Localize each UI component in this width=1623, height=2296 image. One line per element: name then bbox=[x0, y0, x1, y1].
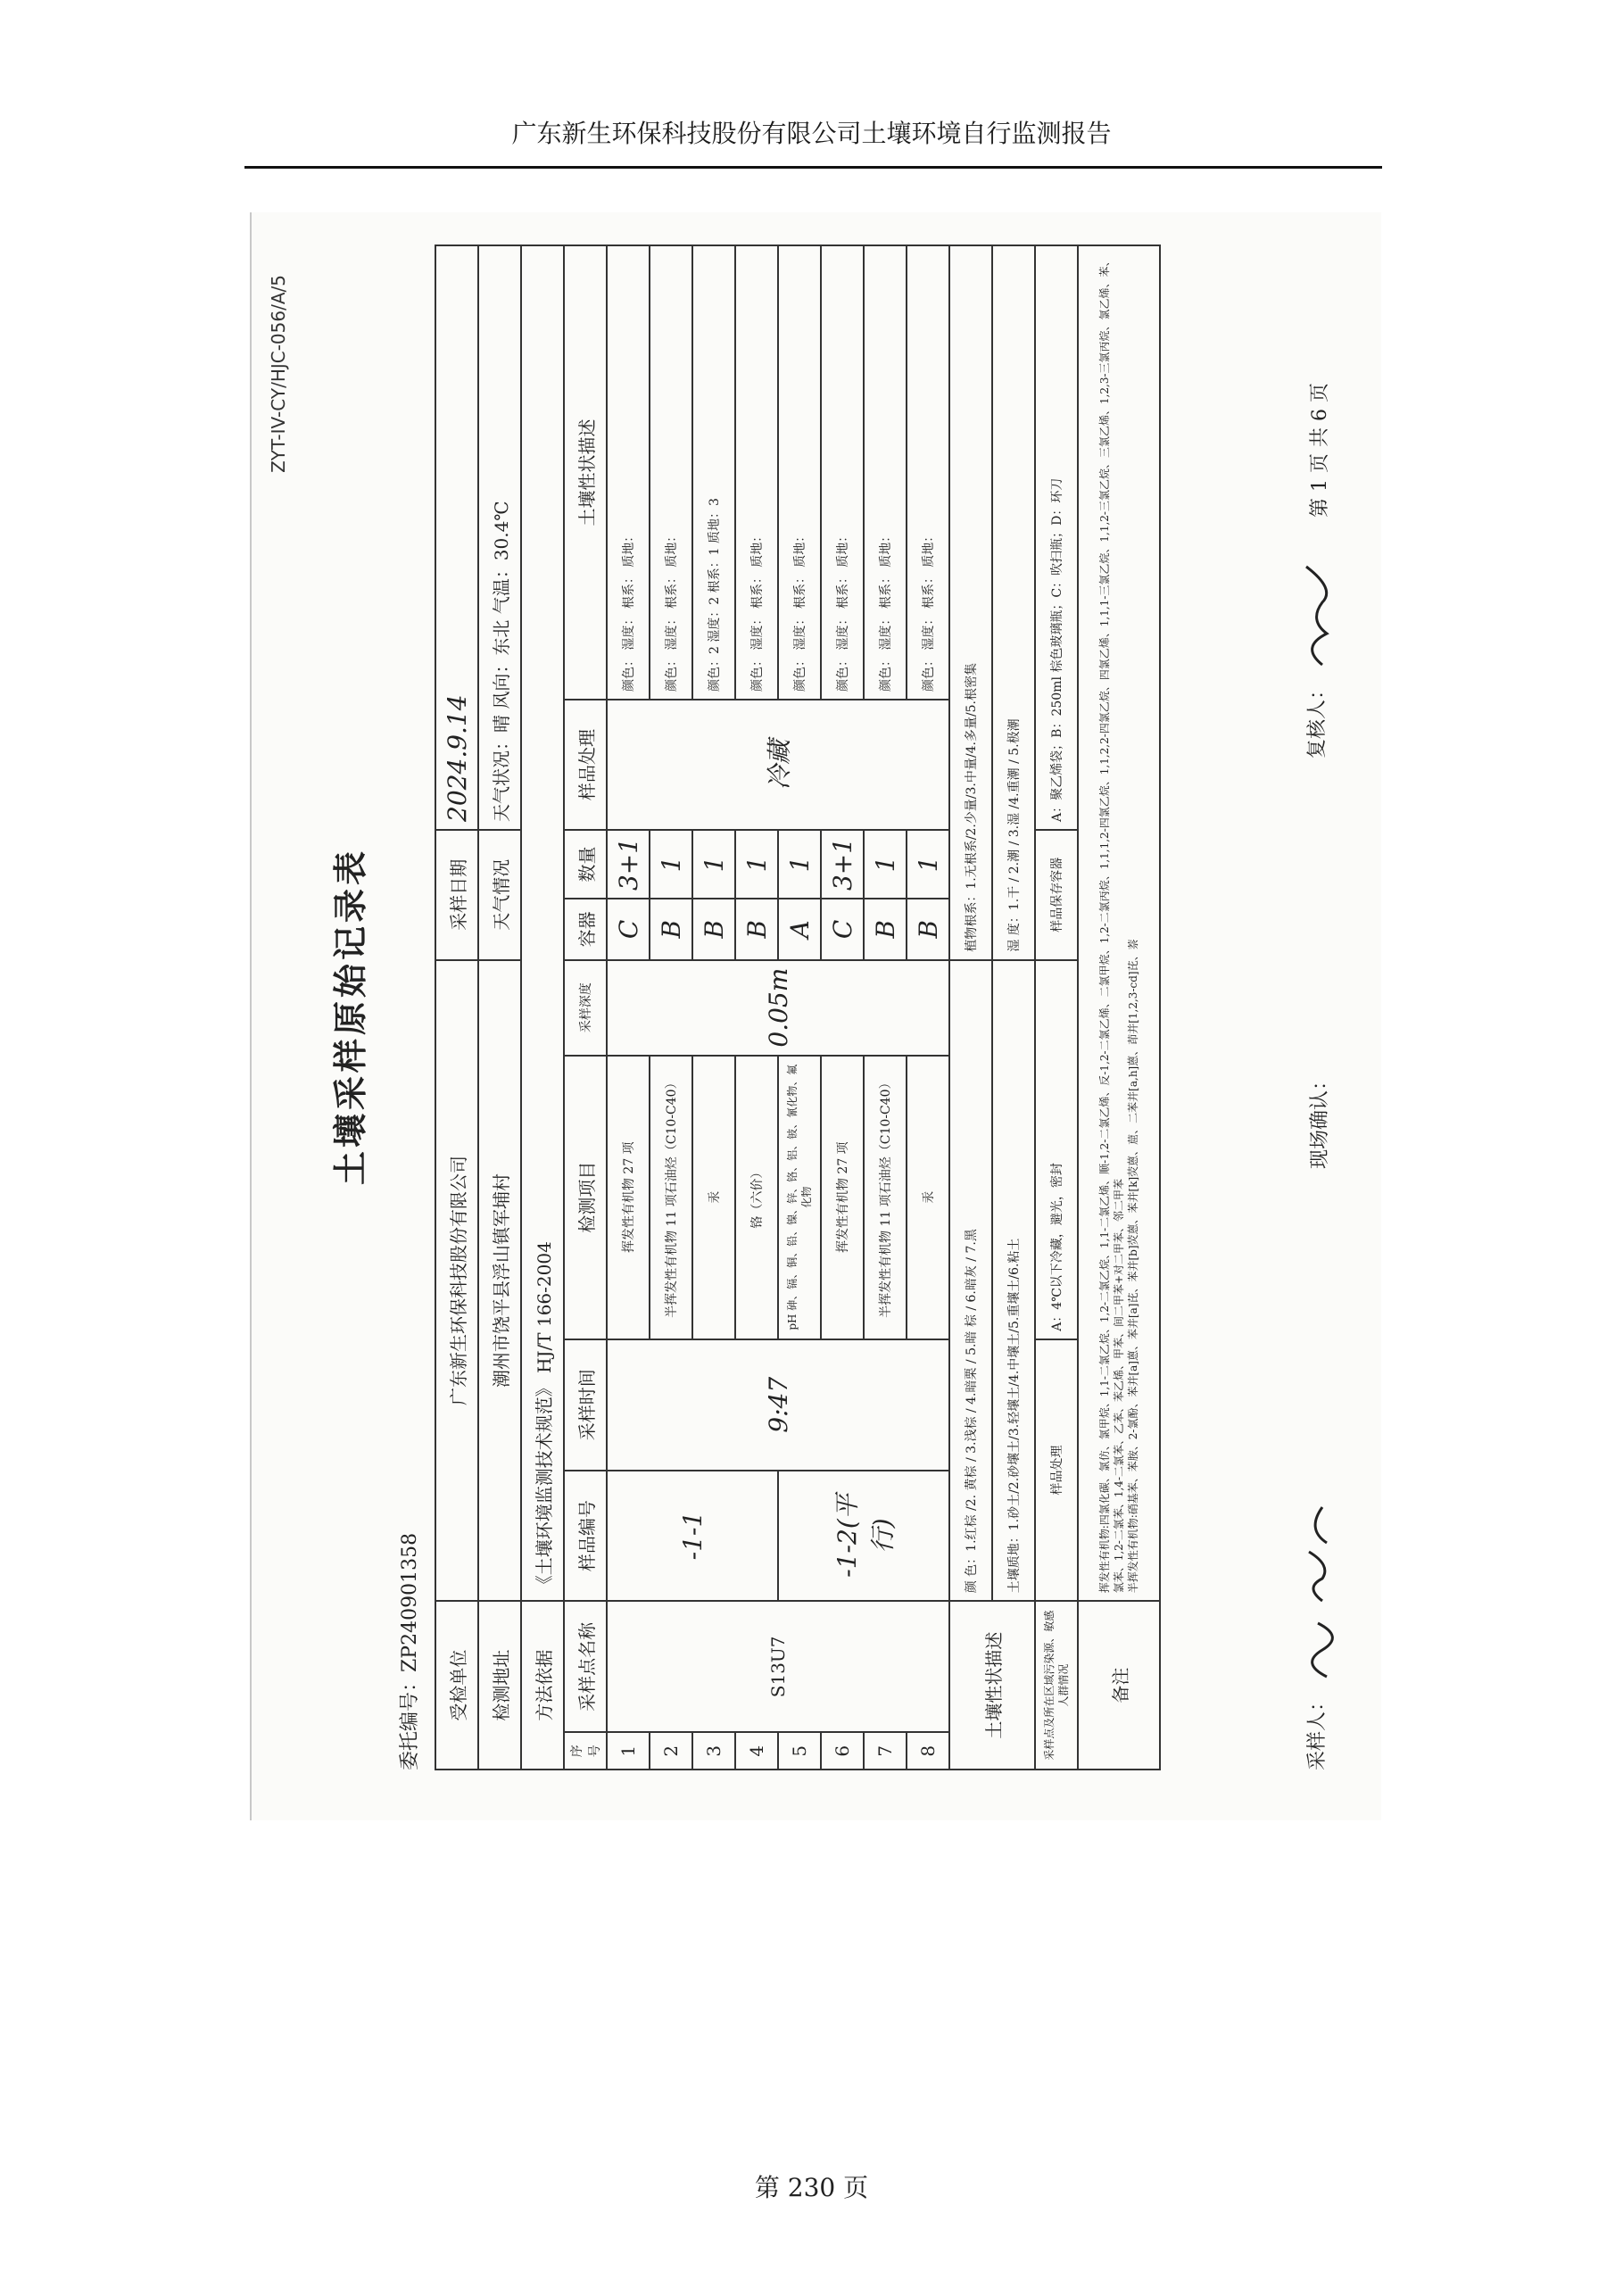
page-footer: 第 230 页 bbox=[754, 2173, 869, 2202]
soil-texture-legend: 土壤质地：1.砂土/2.砂壤土/3.轻壤土/4.中壤土/5.重壤土/6.粘土 bbox=[992, 960, 1035, 1602]
col-header: 数量 bbox=[564, 830, 607, 899]
quantity: 1 bbox=[692, 830, 735, 899]
soil-moisture-legend: 湿 度：1.干 / 2.潮 / 3.湿 /4.重潮 / 5.极潮 bbox=[992, 245, 1035, 960]
soil-desc: 颜色： 湿度： 根系： 质地： bbox=[864, 245, 907, 700]
remarks-voc: 挥发性有机物:四氯化碳、氯仿、氯甲烷、1,1-二氯乙烷、1,2-二氯乙烷、1,1-二氯乙烯、顺-1,2-二氯乙烯、反-1,2-二氯乙烯、二氯甲烷、1,2-二氯丙烷、1,1,1,2-四氯乙烷、1,1,2,2-四氯乙烷、四氯乙烯、1,1,1-三氯乙烷、1,1,2-三氯乙烷、三氯乙烯、1,2,3-三氯丙烷、氯乙烯、苯、氯苯、1,2-二氯苯、1,4-二氯苯、乙苯、苯乙烯、甲苯、间二甲苯+对二甲苯、邻二甲苯 bbox=[1098, 255, 1125, 1594]
doc-code: ZYT-IV-CY/HJC-056/A/5 bbox=[268, 275, 289, 473]
entrust-no: ZP240901358 bbox=[399, 1532, 421, 1672]
treat-value: A：4℃以下冷藏，避光，密封 bbox=[1035, 960, 1078, 1339]
remarks-svoc: 半挥发性有机物:硝基苯、苯胺、2-氯酚、苯并[a]蒽、苯并[a]芘、苯并[b]荧蒽、苯并[k]荧蒽、䓛、二苯并[a,h]蒽、茚并[1,2,3-cd]芘、萘 bbox=[1127, 939, 1139, 1594]
soil-desc: 颜色： 湿度： 根系： 质地： bbox=[821, 245, 864, 700]
sampler-line bbox=[1296, 1489, 1340, 1770]
sampler-signature bbox=[1296, 1489, 1340, 1686]
point-name: S13U7 bbox=[607, 1601, 949, 1732]
sample-time: 9:47 bbox=[607, 1339, 949, 1471]
sample-no-2: -1-2(平行) bbox=[778, 1471, 949, 1602]
remarks-label: 备注 bbox=[1078, 1601, 1160, 1770]
quantity: 1 bbox=[650, 830, 692, 899]
date-label: 采样日期 bbox=[435, 830, 478, 960]
container: B bbox=[735, 899, 778, 960]
addr-value: 潮州市饶平县浮山镇军埔村 bbox=[478, 960, 521, 1602]
col-header: 容器 bbox=[564, 899, 607, 960]
page-count: 第 1 页 共 6 页 bbox=[1309, 383, 1331, 518]
container: C bbox=[607, 899, 650, 960]
container: B bbox=[864, 899, 907, 960]
method-label: 方法依据 bbox=[521, 1601, 564, 1770]
test-item: pH 砷、镉、铜、铅、镍、锌、铬、铝、铍、氰化物、氟化物 bbox=[778, 1056, 821, 1339]
soil-roots-legend: 植物根系：1.无根系/2.少量/3.中量/4.多量/5.根密集 bbox=[949, 245, 992, 960]
treat-label: 样品处理 bbox=[1035, 1339, 1078, 1602]
container: A bbox=[778, 899, 821, 960]
test-item: 铬（六价） bbox=[735, 1056, 778, 1339]
header-rule bbox=[244, 166, 1382, 169]
row-no: 7 bbox=[864, 1732, 907, 1770]
form-canvas bbox=[252, 212, 1381, 1820]
row-no: 4 bbox=[735, 1732, 778, 1770]
test-item: 半挥发性有机物 11 项石油烃（C10-C40） bbox=[650, 1056, 692, 1339]
column-header-row bbox=[564, 245, 607, 1770]
col-header: 采样深度 bbox=[564, 960, 607, 1056]
unit-label: 受检单位 bbox=[435, 1601, 478, 1770]
quantity: 3+1 bbox=[607, 830, 650, 899]
weather-label: 天气情况 bbox=[478, 830, 521, 960]
quantity: 1 bbox=[735, 830, 778, 899]
row-no: 5 bbox=[778, 1732, 821, 1770]
col-header: 样品编号 bbox=[564, 1471, 607, 1602]
treatment-note: 冷藏 bbox=[607, 700, 949, 830]
quantity: 3+1 bbox=[821, 830, 864, 899]
quantity: 1 bbox=[864, 830, 907, 899]
row-no: 8 bbox=[907, 1732, 949, 1770]
depth: 0.05m bbox=[607, 960, 949, 1056]
quantity: 1 bbox=[778, 830, 821, 899]
container: B bbox=[650, 899, 692, 960]
col-header: 采样点名称 bbox=[564, 1601, 607, 1732]
row-no: 2 bbox=[650, 1732, 692, 1770]
table-row bbox=[607, 245, 650, 1770]
row-no: 6 bbox=[821, 1732, 864, 1770]
soil-desc: 颜色：2 湿度：2 根系：1 质地：3 bbox=[692, 245, 735, 700]
test-item: 挥发性有机物 27 项 bbox=[607, 1056, 650, 1339]
form-title: 土壤采样原始记录表 bbox=[331, 848, 370, 1186]
soil-desc: 颜色： 湿度： 根系： 质地： bbox=[607, 245, 650, 700]
scanned-form bbox=[250, 212, 1381, 1820]
test-item: 汞 bbox=[692, 1056, 735, 1339]
record-table bbox=[435, 245, 1161, 1770]
addr-label: 检测地址 bbox=[478, 1601, 521, 1770]
soil-desc: 颜色： 湿度： 根系： 质地： bbox=[650, 245, 692, 700]
container-value: A：聚乙烯袋；B：250ml 棕色玻璃瓶；C：吹扫瓶；D：环刀 bbox=[1035, 245, 1078, 830]
unit-value: 广东新生环保科技股份有限公司 bbox=[435, 960, 478, 1602]
reviewer-label: 复核人： bbox=[1306, 679, 1329, 758]
env-label: 采样点及所在区域污染源、敏感人群情况 bbox=[1035, 1601, 1078, 1770]
row-no: 3 bbox=[692, 1732, 735, 1770]
sampler-label: 采样人： bbox=[1306, 1691, 1329, 1770]
reviewer-signature bbox=[1296, 558, 1340, 674]
col-header: 序号 bbox=[564, 1732, 607, 1770]
test-item: 半挥发性有机物 11 项石油烃（C10-C40） bbox=[864, 1056, 907, 1339]
col-header: 采样时间 bbox=[564, 1339, 607, 1471]
soil-color-legend: 颜 色：1.红棕 /2. 黄棕 / 3.浅棕 / 4.暗栗 / 5.暗 棕 / 6.暗灰 / 7.黑 bbox=[949, 960, 992, 1602]
col-header: 检测项目 bbox=[564, 1056, 607, 1339]
quantity: 1 bbox=[907, 830, 949, 899]
test-item: 挥发性有机物 27 项 bbox=[821, 1056, 864, 1339]
test-item: 汞 bbox=[907, 1056, 949, 1339]
col-header: 土壤性状描述 bbox=[564, 245, 607, 700]
method-value: 《土壤环境监测技术规范》 HJ/T 166-2004 bbox=[521, 245, 564, 1601]
soil-desc: 颜色： 湿度： 根系： 质地： bbox=[778, 245, 821, 700]
col-header: 样品处理 bbox=[564, 700, 607, 830]
date-value: 2024.9.14 bbox=[435, 245, 478, 830]
row-no: 1 bbox=[607, 1732, 650, 1770]
soil-desc: 颜色： 湿度： 根系： 质地： bbox=[907, 245, 949, 700]
entrust-line bbox=[394, 1533, 422, 1770]
page-header: 广东新生环保科技股份有限公司土壤环境自行监测报告 bbox=[511, 119, 1112, 148]
onsite-confirm: 现场确认： bbox=[1309, 1070, 1331, 1169]
sample-no-1: -1-1 bbox=[607, 1471, 778, 1602]
entrust-label: 委托编号： bbox=[399, 1671, 421, 1770]
container: C bbox=[821, 899, 864, 960]
container: B bbox=[692, 899, 735, 960]
container: B bbox=[907, 899, 949, 960]
soil-desc-label: 土壤性状描述 bbox=[949, 1601, 1035, 1770]
remarks-cell bbox=[1078, 245, 1160, 1601]
container-label: 样品保存容器 bbox=[1035, 830, 1078, 960]
soil-desc: 颜色： 湿度： 根系： 质地： bbox=[735, 245, 778, 700]
reviewer-line bbox=[1296, 558, 1340, 758]
weather-value: 天气状况：晴 风向：东北 气温：30.4℃ bbox=[478, 245, 521, 830]
